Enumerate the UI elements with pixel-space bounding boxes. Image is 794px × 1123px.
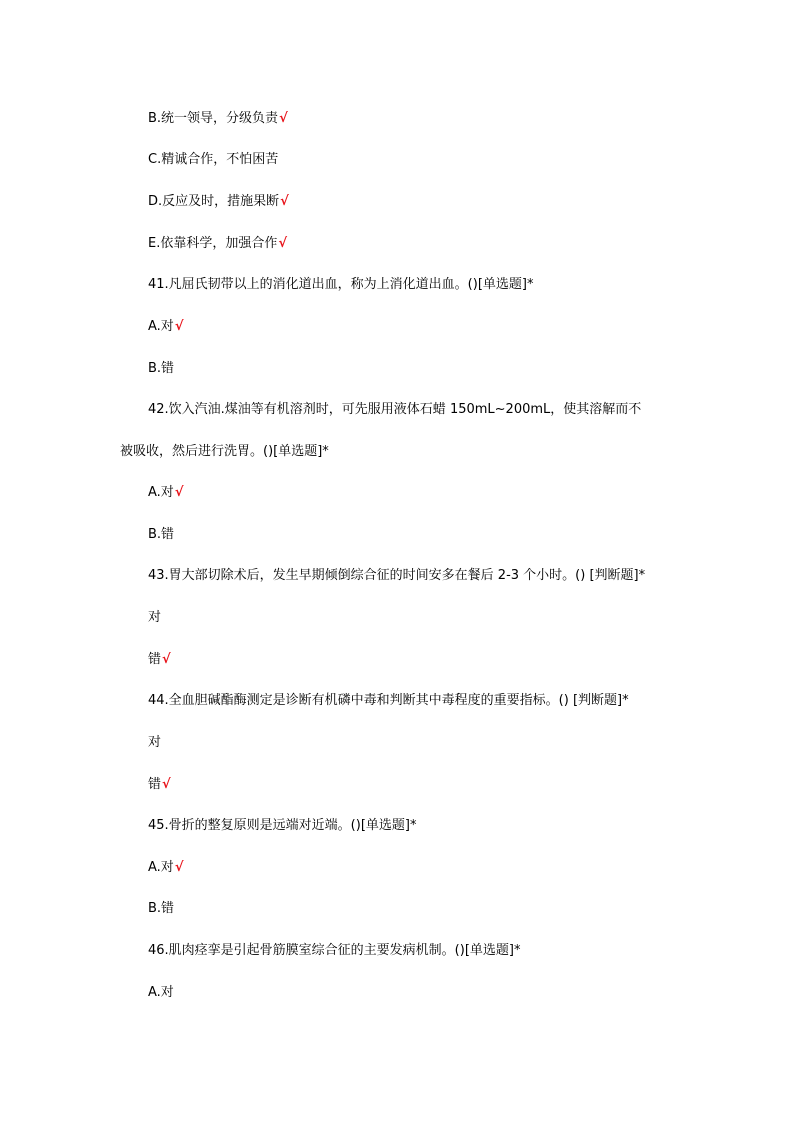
option-line [148, 484, 183, 502]
correct-check-mark: √ [174, 860, 184, 875]
option-line [148, 609, 162, 627]
option-text: B.错 [148, 901, 175, 916]
correct-check-mark: √ [174, 319, 184, 334]
option-line [148, 151, 279, 169]
option-text: B.错 [148, 527, 175, 542]
correct-check-mark: √ [174, 485, 184, 500]
correct-check-mark: √ [279, 111, 288, 126]
option-line [148, 193, 289, 211]
question-46 [148, 942, 520, 960]
option-text: D.反应及时，措施果断 [148, 194, 280, 209]
question-text: 43.胃大部切除术后，发生早期倾倒综合征的时间安多在餐后 2-3 个小时。() [判断题]* [148, 568, 646, 583]
question-text: 46.肌肉痉挛是引起骨筋膜室综合征的主要发病机制。()[单选题]* [148, 943, 521, 958]
option-line [148, 776, 171, 794]
option-line [148, 526, 175, 544]
option-text: 错 [148, 777, 162, 792]
option-line [148, 360, 175, 378]
option-text: A.对 [148, 485, 174, 500]
question-text: 被吸收，然后进行洗胃。()[单选题]* [120, 444, 329, 459]
option-line [148, 859, 183, 877]
question-text: 41.凡屈氏韧带以上的消化道出血，称为上消化道出血。()[单选题]* [148, 277, 534, 292]
question-42 [148, 401, 641, 419]
question-42-continuation [120, 443, 329, 461]
question-44 [148, 692, 629, 710]
correct-check-mark: √ [280, 194, 289, 209]
option-text: A.对 [148, 860, 174, 875]
option-line [148, 235, 287, 253]
question-text: 42.饮入汽油.煤油等有机溶剂时，可先服用液体石蜡 150mL~200mL，使其溶解而不 [148, 402, 642, 417]
option-line [148, 734, 162, 752]
option-line [148, 318, 183, 336]
option-text: 对 [148, 610, 162, 625]
option-text: C.精诚合作，不怕困苦 [148, 152, 279, 167]
option-text: A.对 [148, 985, 174, 1000]
correct-check-mark: √ [162, 652, 171, 667]
correct-check-mark: √ [278, 236, 288, 251]
question-text: 45.骨折的整复原则是远端对近端。()[单选题]* [148, 818, 417, 833]
option-line [148, 110, 288, 128]
question-text: 44.全血胆碱酯酶测定是诊断有机磷中毒和判断其中毒程度的重要指标。() [判断题]* [148, 693, 629, 708]
option-text: B.错 [148, 361, 175, 376]
option-text: A.对 [148, 319, 174, 334]
option-text: E.依靠科学，加强合作 [148, 236, 278, 251]
question-43 [148, 567, 645, 585]
option-text: 对 [148, 735, 162, 750]
correct-check-mark: √ [162, 777, 171, 792]
option-text: 错 [148, 652, 162, 667]
option-line [148, 651, 171, 669]
option-text: B.统一领导，分级负责 [148, 111, 279, 126]
option-line [148, 984, 175, 1002]
question-45 [148, 817, 416, 835]
question-41 [148, 276, 533, 294]
option-line [148, 900, 175, 918]
